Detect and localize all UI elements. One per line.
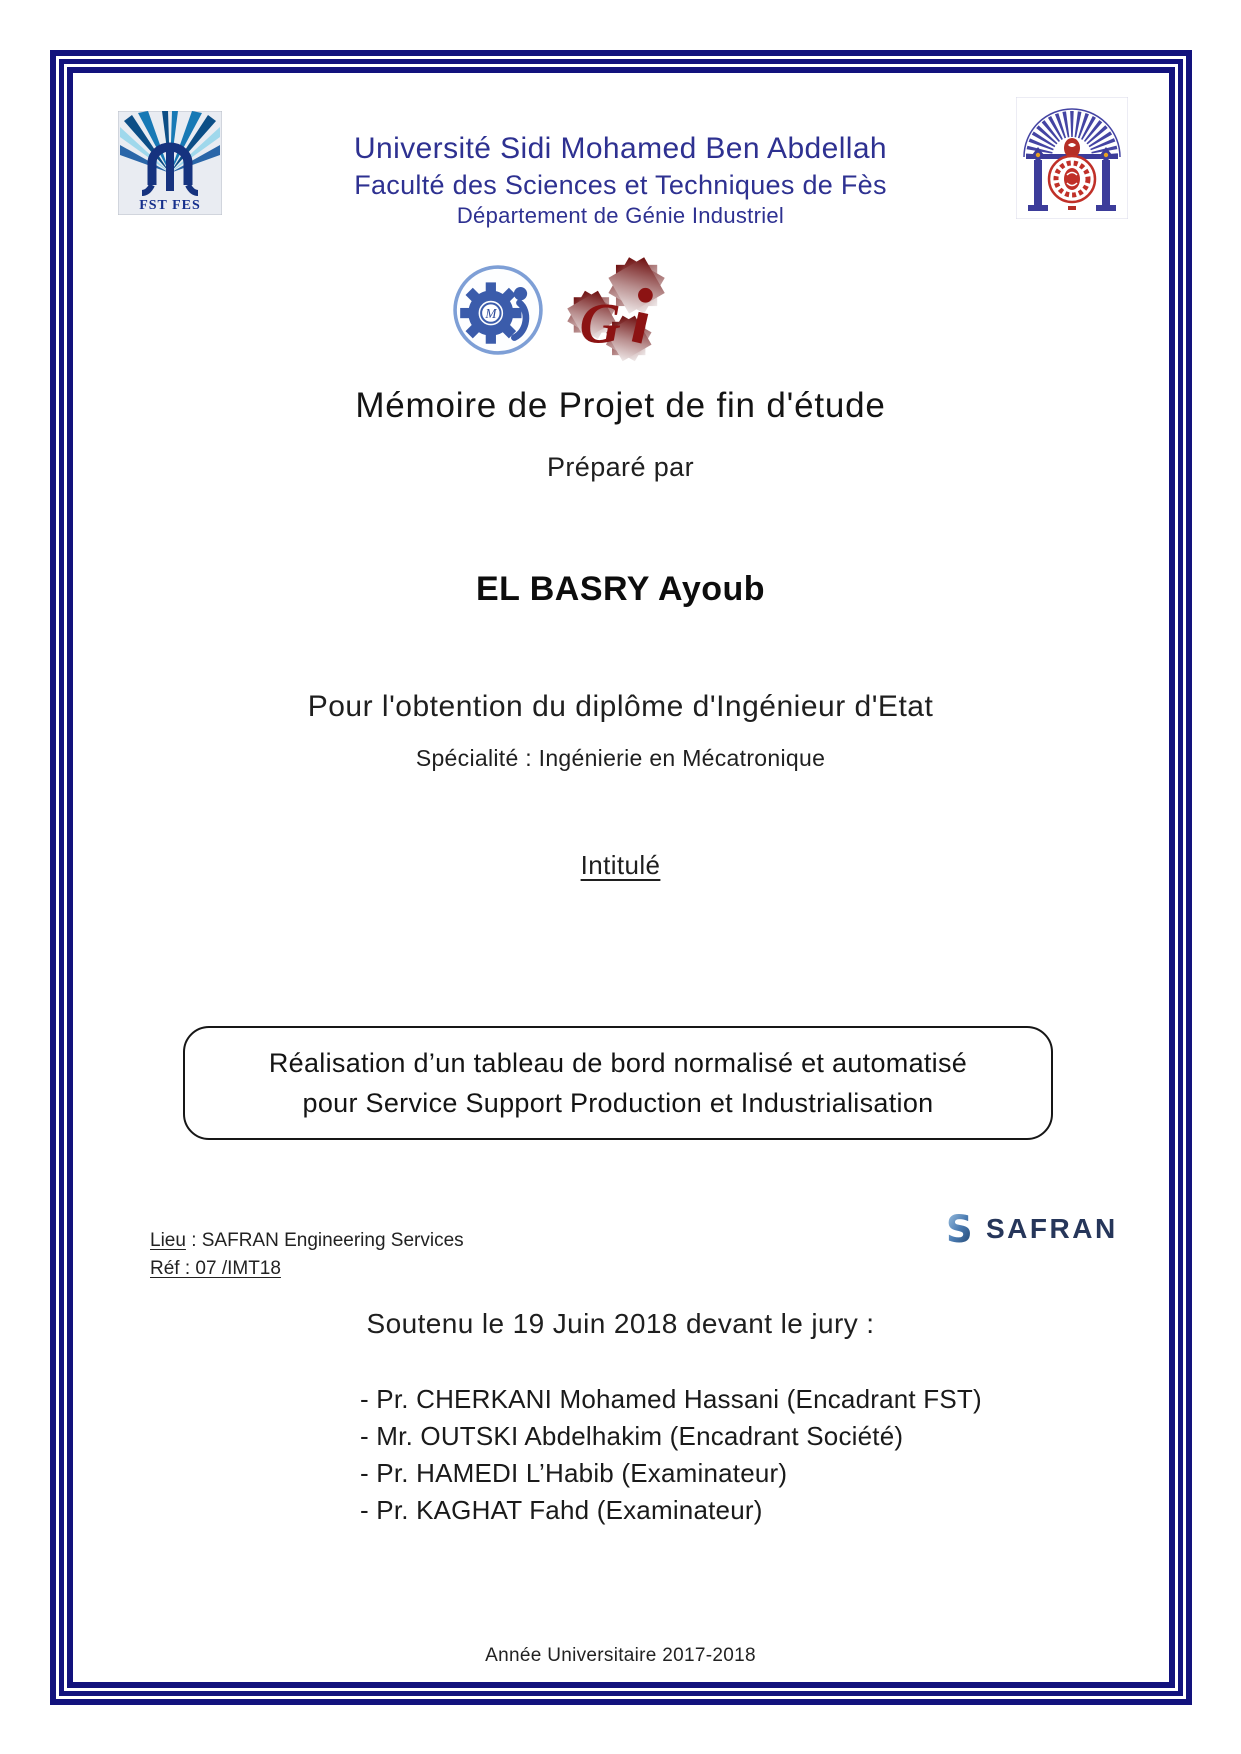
svg-text:S: S [946,1208,973,1250]
jury-member: - Pr. KAGHAT Fahd (Examinateur) [360,1495,763,1525]
document-type-title: Mémoire de Projet de fin d'étude [355,386,886,425]
degree-line: Pour l'obtention du diplôme d'Ingénieur d'Etat [307,690,934,723]
title-section-label-text: Intitulé [580,850,661,880]
jury-member: - Pr. CHERKANI Mohamed Hassani (Encadrant FST) [360,1384,982,1414]
safran-s-icon [942,1208,980,1250]
mecatronique-gear-logo-icon [452,264,544,356]
location-line [150,1227,464,1255]
title-section-label [0,850,1241,881]
specialty-line: Spécialité : Ingénierie en Mécatronique [415,745,826,771]
gi-logo-letter-i-dot [638,288,653,303]
academic-year: Année Universitaire 2017-2018 [485,1645,756,1666]
location-value: : SAFRAN Engineering Services [185,1230,464,1251]
safran-wordmark: SAFRAN [986,1213,1118,1244]
reference-line: Réf : 07 /IMT18 [150,1258,281,1279]
defense-date-line: Soutenu le 19 Juin 2018 devant le jury : [366,1308,875,1339]
university-name: Université Sidi Mohamed Ben Abdellah [353,132,888,165]
project-title-line2: pour Service Support Production et Industrialisation [302,1088,934,1118]
jury-member: - Mr. OUTSKI Abdelhakim (Encadrant Société) [360,1421,904,1451]
project-title-box [183,1026,1053,1140]
genie-industriel-gi-logo-icon [560,256,668,364]
m-logo-letter: M [485,306,497,322]
fst-logo-caption: FST FES [139,198,201,213]
jury-list [360,1381,982,1529]
author-name: EL BASRY Ayoub [475,570,766,608]
location-label: Lieu [150,1230,186,1251]
jury-member: - Pr. HAMEDI L’Habib (Examinateur) [360,1458,788,1488]
location-block [150,1227,464,1283]
project-title-line1: Réalisation d’un tableau de bord normalisé et automatisé [268,1048,968,1078]
faculty-name: Faculté des Sciences et Techniques de Fès [354,170,887,200]
gi-logo-letter-i-stem [637,313,644,342]
prepared-by-label: Préparé par [547,452,694,482]
safran-logo [942,1208,1118,1250]
department-name: Département de Génie Industriel [456,203,785,228]
gi-logo-letter-g: G [579,292,621,356]
